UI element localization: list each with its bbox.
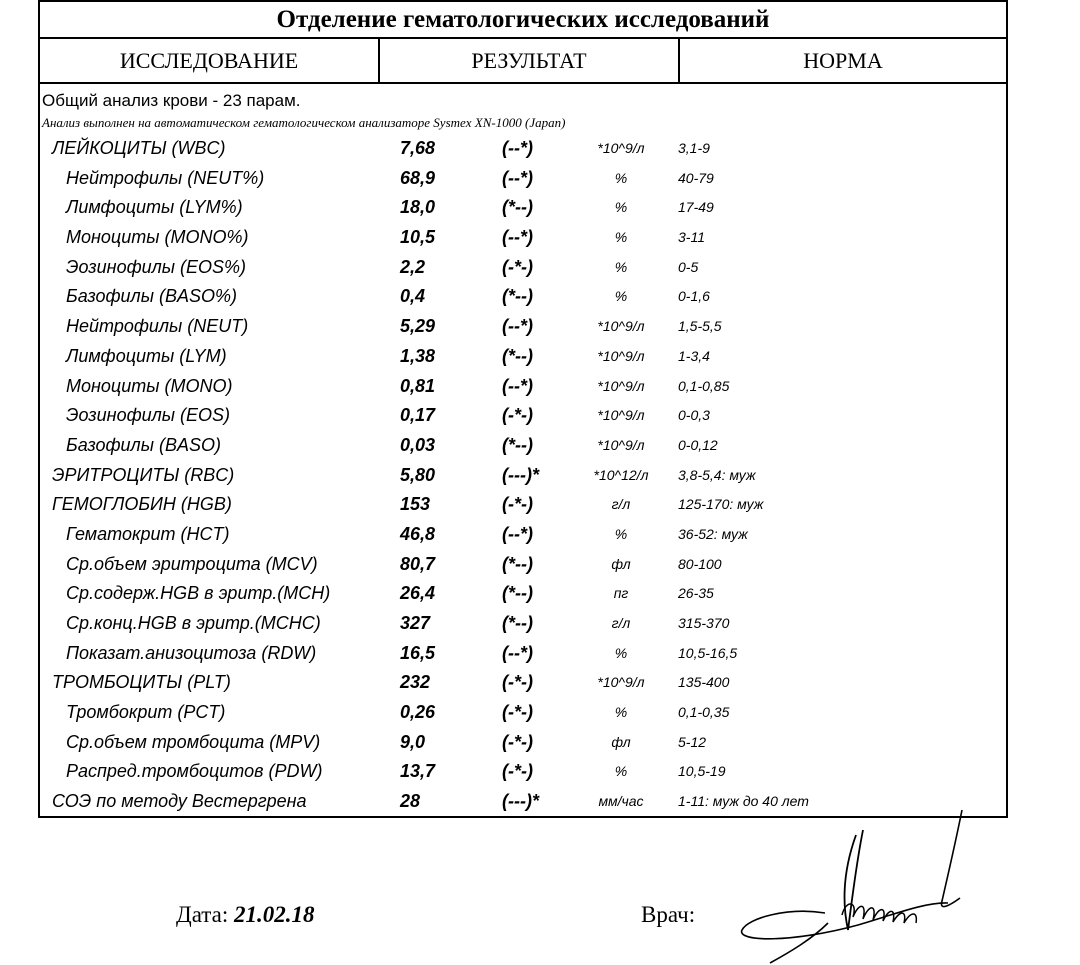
result-flag: (*--) [502,286,533,307]
result-row [40,490,1006,520]
result-value: 16,5 [400,642,436,663]
result-row [40,520,1006,550]
result-value: 13,7 [400,761,436,782]
result-value: 0,81 [400,375,436,396]
date-field [176,902,314,928]
result-unit: *10^12/л [593,466,649,483]
result-norm: 26-35 [678,585,714,602]
result-row [40,342,1006,372]
result-value: 80,7 [400,553,436,574]
result-flag: (---)* [502,791,539,812]
result-unit: % [614,229,628,246]
doctor-signature [730,805,990,965]
result-name: Ср.объем эритроцита (MCV) [66,553,318,574]
result-unit: % [614,199,628,216]
result-unit: пг [613,585,629,602]
result-flag: (-*-) [502,256,533,277]
result-norm: 10,5-19 [678,763,726,780]
result-row [40,282,1006,312]
result-flag: (-*-) [502,761,533,782]
result-norm: 0,1-0,85 [678,377,730,394]
result-name: СОЭ по методу Вестергрена [52,791,307,812]
result-flag: (-*-) [502,494,533,515]
result-unit: % [614,644,628,661]
results-list [40,134,1006,817]
result-flag: (--*) [502,167,533,188]
result-name: Эозинофилы (EOS) [66,405,231,426]
result-row [40,698,1006,728]
result-norm: 17-49 [678,199,714,216]
result-row [40,312,1006,342]
result-unit: мм/час [598,793,644,810]
result-name: Гематокрит (HCT) [66,523,230,544]
result-norm: 3-11 [678,229,705,246]
result-name: ЭРИТРОЦИТЫ (RBC) [52,464,235,485]
result-row [40,193,1006,223]
result-unit: % [614,258,628,275]
result-flag: (---)* [502,464,539,485]
result-unit: г/л [611,615,631,631]
result-name: ЛЕЙКОЦИТЫ (WBC) [52,138,226,158]
result-row [40,223,1006,253]
result-name: Базофилы (BASO%) [66,286,237,307]
result-name: Тромбокрит (PCT) [66,702,226,723]
result-name: Моноциты (MONO%) [66,227,249,248]
result-value: 26,4 [400,583,436,604]
result-unit: *10^9/л [597,436,645,453]
result-row [40,431,1006,461]
result-name: ТРОМБОЦИТЫ (PLT) [52,672,231,693]
result-flag: (--*) [502,523,533,544]
result-value: 46,8 [400,523,436,544]
result-name: Распред.тромбоцитов (PDW) [66,761,323,782]
result-flag: (*--) [502,197,533,218]
result-flag: (-*-) [502,731,533,752]
result-row [40,550,1006,580]
result-norm: 0-0,12 [678,436,718,453]
result-norm: 3,8-5,4: муж [678,466,756,483]
result-name: ГЕМОГЛОБИН (HGB) [52,494,232,515]
result-row [40,164,1006,194]
result-unit: *10^9/л [597,377,645,394]
result-unit: % [614,169,628,186]
result-unit: % [614,288,628,305]
column-headers [40,39,1006,84]
result-norm: 0-5 [678,258,699,275]
result-row [40,134,1006,164]
result-flag: (*--) [502,345,533,366]
analyzer-note: Анализ выполнен на автоматическом гематологическом анализаторе Sysmex XN-1000 (Japan) [42,115,566,130]
result-unit: фл [611,733,631,750]
result-unit: % [614,763,628,780]
result-row [40,757,1006,787]
result-value: 153 [400,494,431,515]
result-flag: (*--) [502,553,533,574]
date-value: 21.02.18 [233,902,315,927]
result-value: 5,80 [400,464,436,485]
result-value: 0,4 [400,286,426,307]
result-name: Ср.конц.HGB в эритр.(MCHC) [66,613,321,633]
result-value: 9,0 [400,731,426,752]
result-row [40,579,1006,609]
result-norm: 315-370 [678,615,730,631]
result-row [40,401,1006,431]
result-flag: (--*) [502,138,533,158]
result-norm: 40-79 [678,169,714,186]
result-name: Ср.содерж.HGB в эритр.(MCH) [66,583,331,604]
result-name: Лимфоциты (LYM) [66,345,227,366]
result-name: Моноциты (MONO) [66,375,233,396]
result-flag: (*--) [502,583,533,604]
result-name: Нейтрофилы (NEUT%) [66,167,265,188]
result-row [40,668,1006,698]
result-flag: (--*) [502,375,533,396]
result-norm: 135-400 [678,674,730,691]
result-name: Лимфоциты (LYM%) [66,197,243,218]
result-row [40,253,1006,283]
result-unit: *10^9/л [597,140,645,156]
result-unit: % [614,704,628,721]
result-row [40,639,1006,669]
result-flag: (--*) [502,227,533,248]
result-flag: (-*-) [502,405,533,426]
result-value: 1,38 [400,345,436,366]
result-name: Нейтрофилы (NEUT) [66,316,249,337]
result-value: 10,5 [400,227,436,248]
result-unit: *10^9/л [597,674,645,691]
result-row [40,461,1006,491]
result-name: Показат.анизоцитоза (RDW) [66,642,317,663]
column-header-result: РЕЗУЛЬТАТ [380,39,680,82]
result-unit: фл [611,555,631,572]
result-unit: г/л [611,496,631,513]
result-value: 18,0 [400,197,436,218]
result-norm: 10,5-16,5 [678,644,738,661]
result-norm: 80-100 [678,555,722,572]
result-norm: 36-52: муж [678,525,748,542]
result-norm: 125-170: муж [678,496,764,513]
result-name: Эозинофилы (EOS%) [66,256,247,277]
result-row [40,372,1006,402]
result-value: 0,03 [400,434,436,455]
result-flag: (-*-) [502,702,533,723]
lab-report [38,0,1008,818]
result-value: 327 [400,613,431,633]
result-value: 68,9 [400,167,436,188]
doctor-label: Врач: [641,902,696,927]
result-value: 232 [400,672,431,693]
result-unit: *10^9/л [597,347,645,364]
result-value: 7,68 [400,138,436,158]
result-flag: (--*) [502,316,533,337]
result-value: 5,29 [400,316,436,337]
result-unit: *10^9/л [597,318,645,335]
result-value: 2,2 [400,256,426,277]
result-name: Базофилы (BASO) [66,434,221,455]
result-value: 0,26 [400,702,436,723]
result-flag: (--*) [502,642,533,663]
date-label: Дата: [176,902,229,927]
result-unit: % [614,525,628,542]
result-row [40,728,1006,758]
result-norm: 0,1-0,35 [678,704,730,721]
result-norm: 1-11: муж до 40 лет [678,793,809,810]
result-norm: 3,1-9 [678,140,710,156]
result-row [40,609,1006,639]
result-flag: (*--) [502,434,533,455]
result-value: 28 [400,791,421,812]
result-flag: (*--) [502,613,533,633]
result-unit: *10^9/л [597,407,645,424]
result-name: Ср.объем тромбоцита (MPV) [66,731,321,752]
result-norm: 1-3,4 [678,347,710,364]
result-flag: (-*-) [502,672,533,693]
column-header-norm: НОРМА [803,47,883,73]
department-title: Отделение гематологических исследований [40,2,1006,39]
result-value: 0,17 [400,405,436,426]
result-norm: 0-1,6 [678,288,710,305]
result-norm: 0-0,3 [678,407,710,424]
column-header-study: ИССЛЕДОВАНИЕ [40,39,380,82]
analysis-title: Общий анализ крови - 23 парам. [42,91,301,110]
result-norm: 1,5-5,5 [678,318,722,335]
result-norm: 5-12 [678,733,707,750]
